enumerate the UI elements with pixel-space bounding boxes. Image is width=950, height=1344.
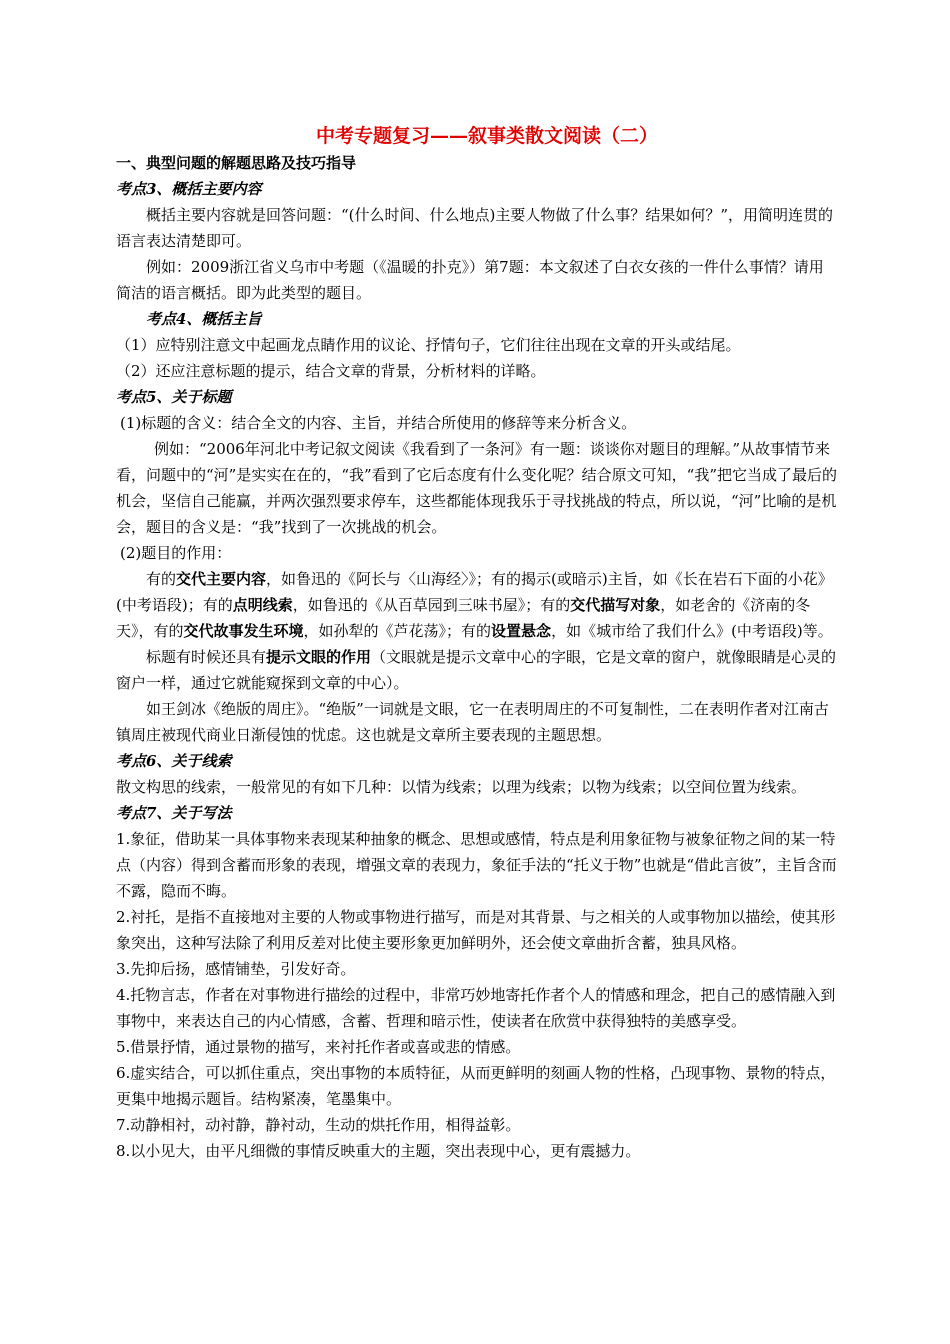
kaodian-3-heading: 考点3、概括主要内容	[116, 180, 262, 198]
bold-phrase: 提示文眼的作用	[266, 648, 372, 666]
document-body	[116, 122, 838, 1164]
list-item: 7.动静相衬，动衬静，静衬动，生动的烘托作用，相得益彰。	[116, 1116, 521, 1134]
bold-phrase: 交代主要内容	[176, 570, 267, 588]
kaodian-6-heading: 考点6、关于线索	[116, 752, 232, 770]
kaodian-5-heading: 考点5、关于标题	[116, 388, 232, 406]
text-span: ，如孙犁的《芦花荡》；有的	[303, 622, 492, 640]
text-span: （文眼就是提示文章中心的字眼，它是文章的窗户，就像眼睛是心灵的窗户一样，通过它就能窥探到文章的中心）。	[116, 648, 837, 692]
bold-phrase: 点明线索	[232, 596, 293, 614]
section-heading: 一、典型问题的解题思路及技巧指导	[116, 154, 357, 172]
kaodian-5-paragraph-6: 如王剑冰《绝版的周庄》。“绝版”一词就是文眼，它一在表明周庄的不可复制性，二在表明作者对江南古镇周庄被现代商业日渐侵蚀的忧虑。这也就是文章所主要表现的主题思想。	[116, 700, 829, 744]
kaodian-4-paragraph-2: （2）还应注意标题的提示，结合文章的背景，分析材料的详略。	[116, 362, 546, 380]
list-item: 1.象征，借助某一具体事物来表现某种抽象的概念、思想或感情，特点是利用象征物与被象征物之间的某一特点（内容）得到含蓄而形象的表现，增强文章的表现力，象征手法的“托义于物”也就是“借此言彼”，主旨含而不露，隐而不晦。	[116, 830, 837, 900]
list-item: 6.虚实结合，可以抓住重点，突出事物的本质特征，从而更鲜明的刻画人物的性格，凸现事物、景物的特点，更集中地揭示题旨。结构紧凑，笔墨集中。	[116, 1064, 836, 1108]
kaodian-5-paragraph-5	[116, 644, 838, 696]
bold-phrase: 设置悬念	[491, 622, 552, 640]
list-item: 4.托物言志，作者在对事物进行描绘的过程中，非常巧妙地寄托作者个人的情感和理念，把自己的感情融入到事物中，来表达自己的内心情感，含蓄、哲理和暗示性，使读者在欣赏中获得独特的美感享受。	[116, 986, 836, 1030]
kaodian-4-paragraph-1: （1）应特别注意文中起画龙点睛作用的议论、抒情句子，它们往往出现在文章的开头或结尾。	[116, 336, 741, 354]
list-item: 2.衬托，是指不直接地对主要的人物或事物进行描写，而是对其背景、与之相关的人或事物加以描绘，使其形象突出，这种写法除了利用反差对比使主要形象更加鲜明外，还会使文章曲折含蓄，独具风格。	[116, 908, 836, 952]
kaodian-6-paragraph-1: 散文构思的线索，一般常见的有如下几种：以情为线索；以理为线索；以物为线索；以空间位置为线索。	[116, 778, 807, 796]
kaodian-4-heading: 考点4、概括主旨	[146, 310, 262, 328]
kaodian-5-paragraph-3: (2)题目的作用：	[120, 544, 232, 562]
kaodian-3-paragraph-2: 例如：2009浙江省义乌市中考题（《温暖的扑克》）第7题：本文叙述了白衣女孩的一件什么事情？请用简洁的语言概括。即为此类型的题目。	[116, 258, 824, 302]
text-span: ，如《城市给了我们什么》(中考语段)等。	[551, 622, 833, 640]
text-span: 有的	[146, 570, 177, 588]
list-item: 5.借景抒情，通过景物的描写，来衬托作者或喜或悲的情感。	[116, 1038, 521, 1056]
bold-phrase: 交代描写对象	[570, 596, 661, 614]
bold-phrase: 交代故事发生环境	[183, 622, 304, 640]
kaodian-5-paragraph-4	[116, 566, 838, 644]
list-item: 8.以小见大，由平凡细微的事情反映重大的主题，突出表现中心，更有震撼力。	[116, 1142, 641, 1160]
list-item: 3.先抑后扬，感情铺垫，引发好奇。	[116, 960, 356, 978]
text-span: ，如老舍的《济南的冬天》，有的	[116, 596, 811, 640]
text-span: ，如鲁迅的《从百草园到三味书屋》；有的	[292, 596, 571, 614]
page-title: 中考专题复习——叙事类散文阅读（二）	[315, 125, 658, 147]
kaodian-5-paragraph-2: 例如：“2006年河北中考记叙文阅读《我看到了一条河》有一题：谈谈你对题目的理解。”从故事情节来看，问题中的“河”是实实在在的，“我”看到了它后态度有什么变化呢？结合原文可知，“我”把它当成了最后的机会，坚信自己能赢，并两次强烈要求停车，这些都能体现我乐于寻找挑战的特点，所以说，“河”比喻的是机会，题目的含义是：“我”找到了一次挑战的机会。	[116, 440, 838, 536]
kaodian-5-paragraph-1: (1)标题的含义：结合全文的内容、主旨，并结合所使用的修辞等来分析含义。	[120, 414, 637, 432]
kaodian-7-heading: 考点7、关于写法	[116, 804, 232, 822]
text-span: ，如鲁迅的《阿长与〈山海经〉》；有的揭示(或暗示)主旨，如《长在岩石下面的小花》(中考语段)；有的	[116, 570, 833, 614]
text-span: 标题有时候还具有	[146, 648, 267, 666]
kaodian-3-paragraph-1: 概括主要内容就是回答问题：“(什么时间、什么地点)主要人物做了什么事？结果如何？”，用简明连贯的语言表达清楚即可。	[116, 206, 834, 250]
